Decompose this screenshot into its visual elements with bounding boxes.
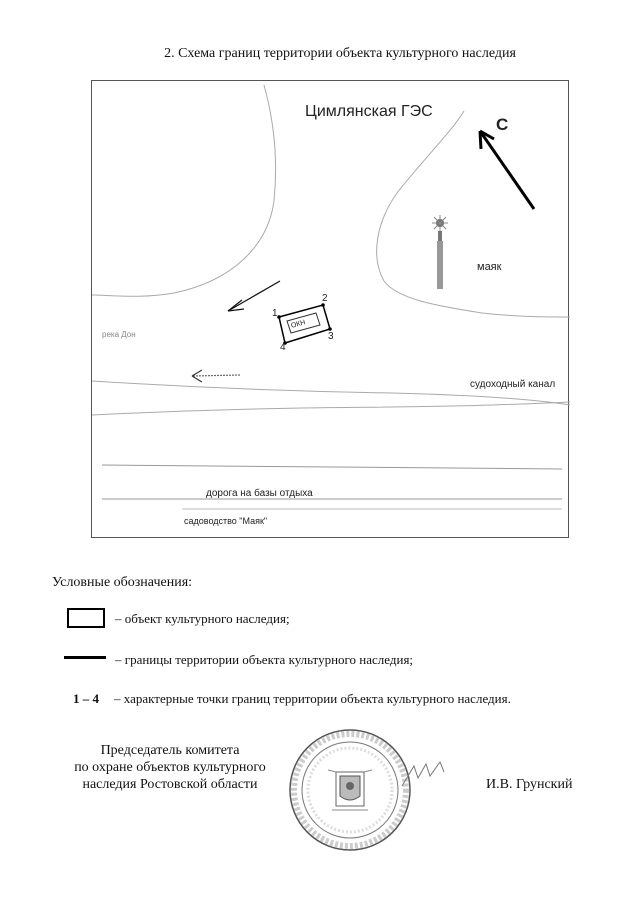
point-label-2: 2 [322, 293, 328, 304]
lighthouse-icon [432, 215, 448, 289]
position-line-1: Председатель комитета [100, 743, 240, 758]
seal-graphic [288, 728, 412, 852]
point-label-3: 3 [328, 331, 334, 342]
scheme-heading: 2. Схема границ территории объекта культурного наследия [164, 46, 516, 61]
point-label-1: 1 [272, 308, 278, 319]
current-arrow-shaft-2 [192, 375, 240, 376]
map-drawing [92, 81, 570, 539]
left-shoreline [92, 85, 276, 296]
point-label-4: 4 [280, 342, 286, 353]
legend-title: Условные обозначения: [52, 575, 193, 590]
legend-points-text: – характерные точки границ территории объекта культурного наследия. [114, 691, 511, 706]
official-seal [288, 728, 412, 852]
signatory-name: И.В. Грунский [486, 777, 573, 792]
legend-boundary-symbol [64, 656, 106, 659]
north-label: С [496, 115, 509, 134]
boundary-map [91, 80, 569, 538]
legend-object-symbol [67, 608, 105, 628]
signatory-position [50, 742, 290, 793]
road-label: дорога на базы отдыха [206, 488, 313, 499]
legend-boundary-text: – границы территории объекта культурного наследия; [115, 652, 414, 667]
canal-label: судоходный канал [470, 379, 556, 390]
canal-bank-lower [92, 402, 570, 415]
river-label: река Дон [102, 330, 136, 339]
legend-points-range: 1 – 4 [73, 691, 99, 706]
island-shoreline [377, 111, 570, 317]
current-arrow-head-1 [228, 300, 244, 311]
lighthouse-label: маяк [477, 261, 502, 273]
position-line-2: по охране объектов культурного [74, 760, 266, 775]
garden-label: садоводство "Маяк" [184, 516, 268, 526]
legend-object-text: – объект культурного наследия; [115, 611, 290, 626]
object-label: ОКН [290, 319, 307, 330]
north-arrow-shaft [480, 131, 534, 209]
dam-label: Цимлянская ГЭС [305, 103, 433, 120]
position-line-3: наследия Ростовской области [82, 777, 258, 792]
current-arrow-shaft-1 [228, 281, 280, 311]
road-line-1 [102, 465, 562, 469]
handwritten-signature [400, 760, 450, 790]
